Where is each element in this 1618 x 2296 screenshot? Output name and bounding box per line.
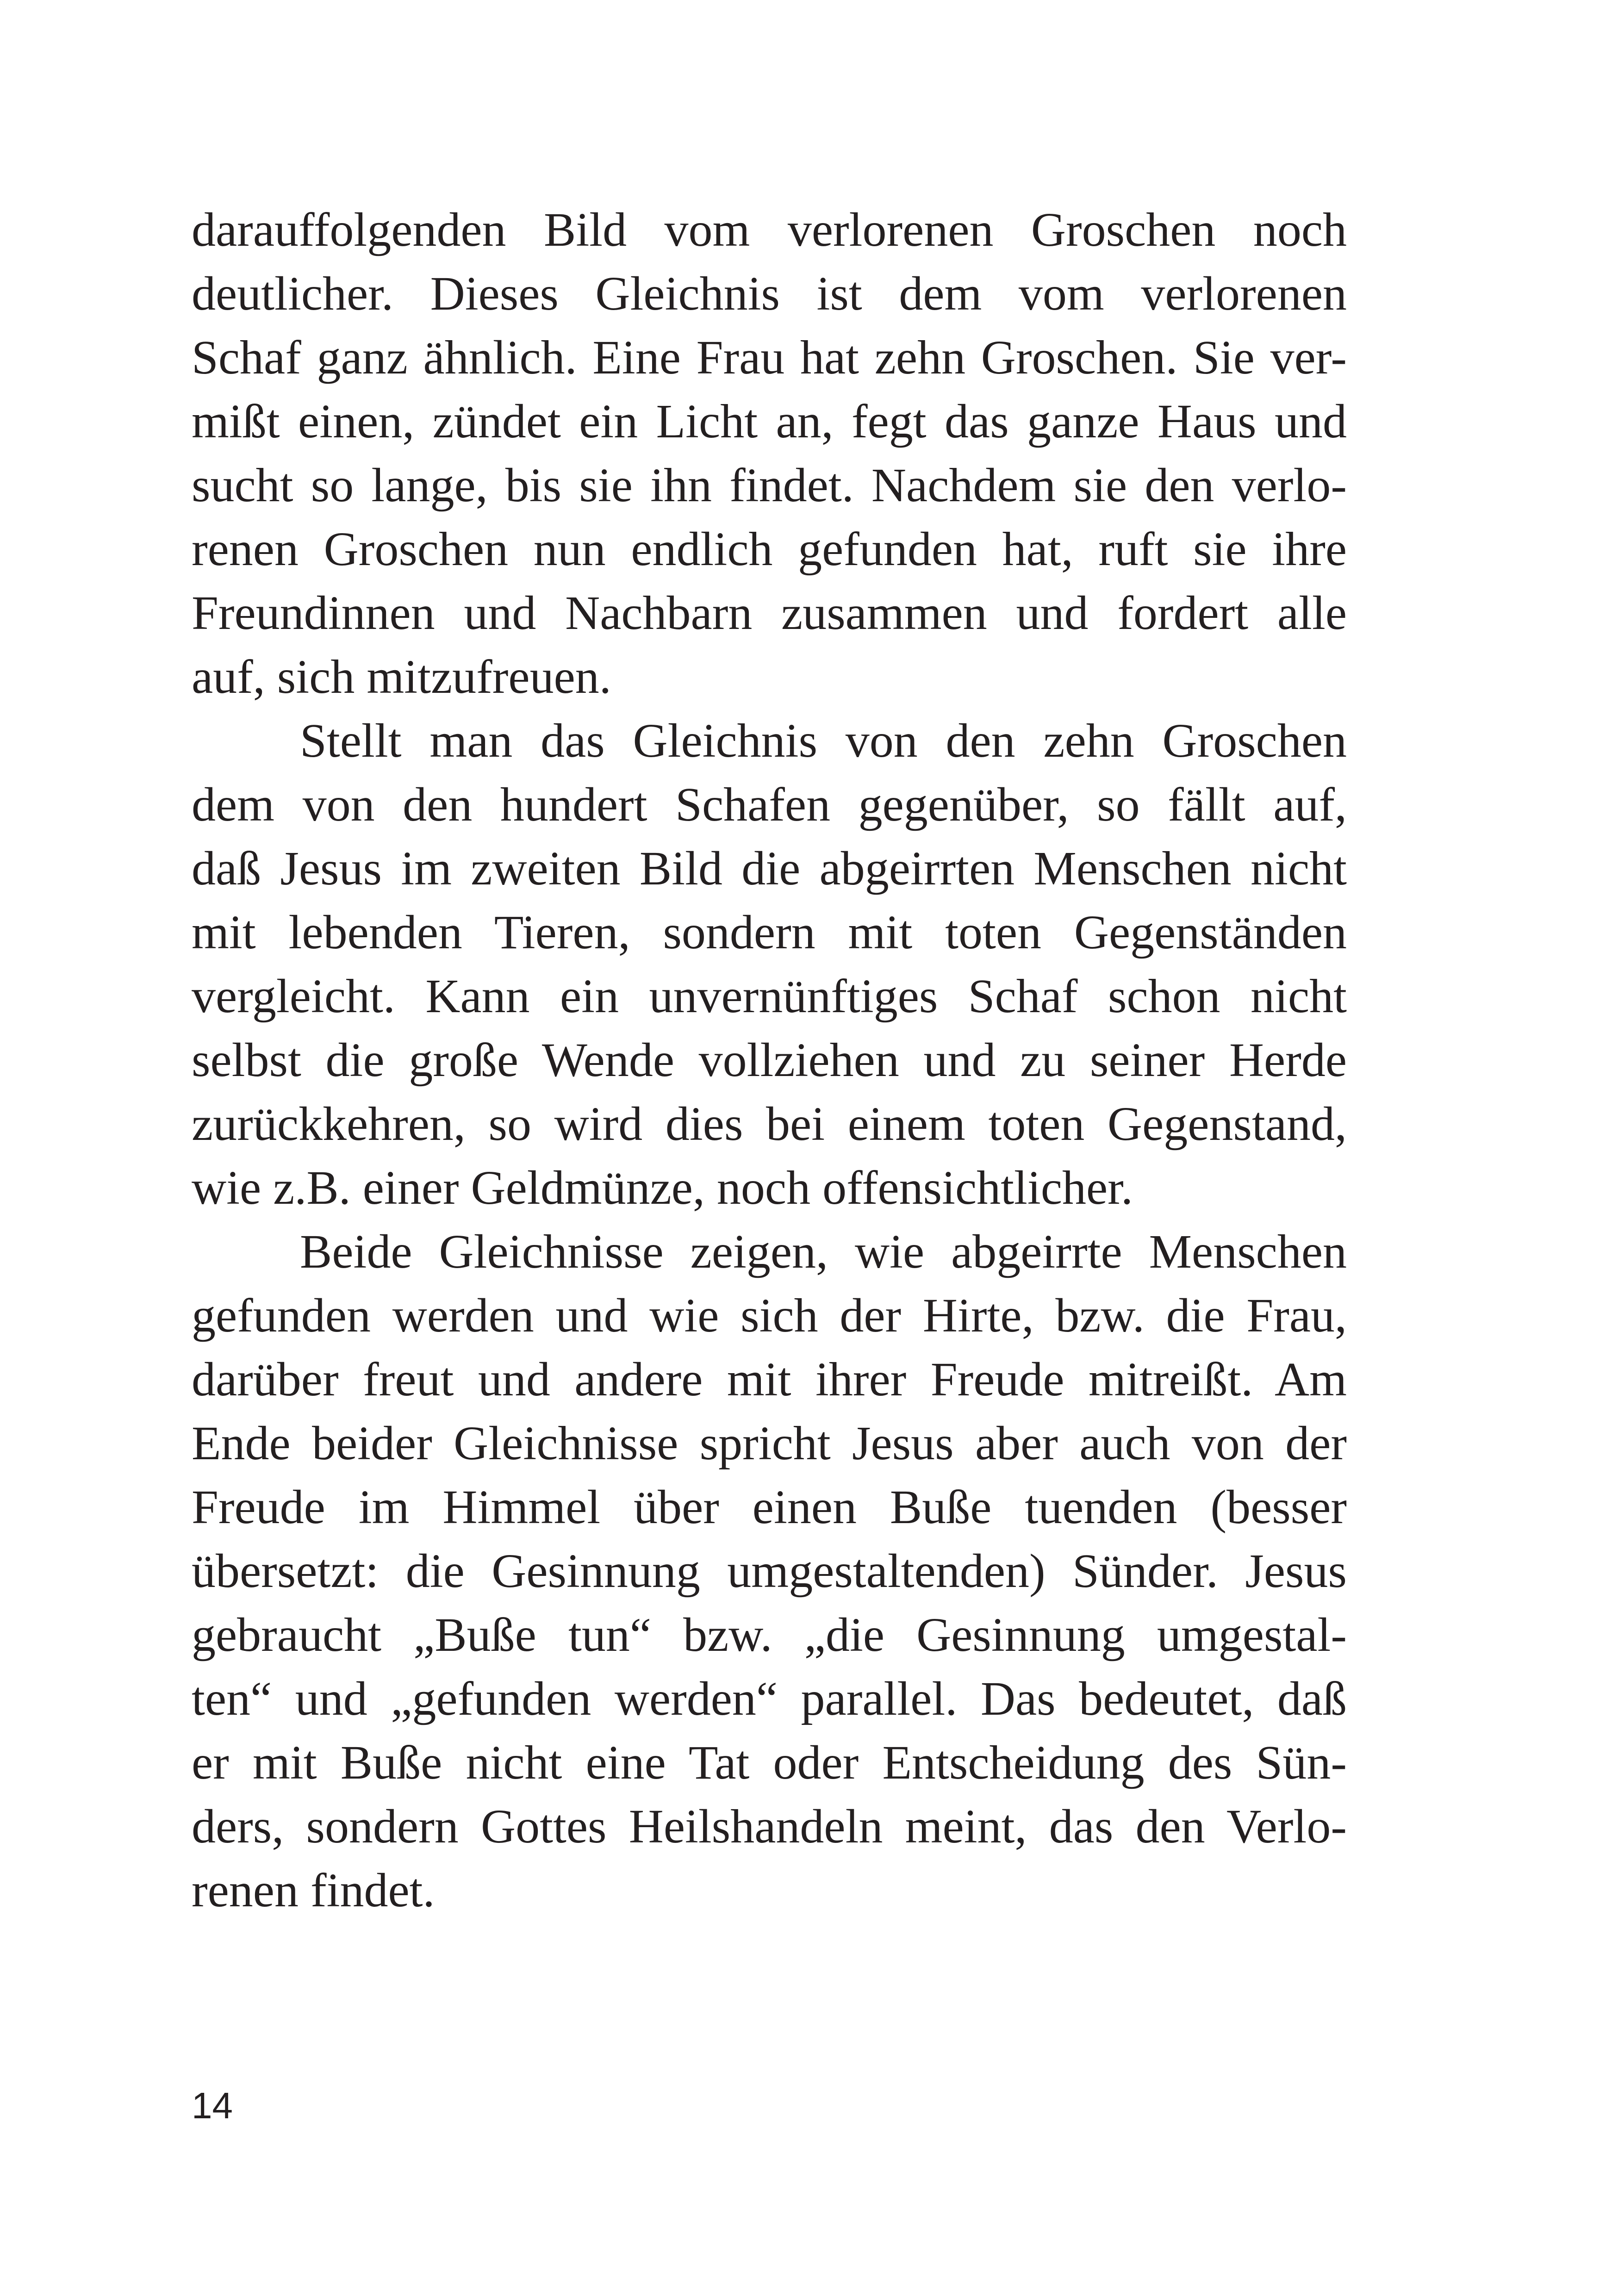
paragraph-3-line-6: übersetzt: die Gesinnung umgestaltenden) Sünder. Jesus (192, 1544, 1347, 1598)
paragraph-3-line-4: Ende beider Gleichnisse spricht Jesus aber auch von der (192, 1417, 1347, 1470)
page-number: 14 (192, 2085, 233, 2126)
paragraph-1-line-4: mißt einen, zündet ein Licht an, fegt das ganze Haus und (192, 395, 1347, 448)
paragraph-2-line-6: selbst die große Wende vollziehen und zu seiner Herde (192, 1033, 1347, 1087)
paragraph-3-line-5: Freude im Himmel über einen Buße tuenden (besser (192, 1481, 1347, 1534)
paragraph-2-line-7: zurückkehren, so wird dies bei einem toten Gegenstand, (192, 1097, 1347, 1151)
paragraph-1-line-2: deutlicher. Dieses Gleichnis ist dem vom verlorenen (192, 267, 1347, 320)
paragraph-3-line-3: darüber freut und andere mit ihrer Freude mitreißt. Am (192, 1353, 1347, 1406)
paragraph-3-line-7: gebraucht „Buße tun“ bzw. „die Gesinnung umgestal- (192, 1608, 1347, 1661)
paragraph-1-line-8: auf, sich mitzufreuen. (192, 650, 611, 703)
body-text (192, 198, 1347, 1923)
paragraph-2-line-1: Stellt man das Gleichnis von den zehn Groschen (300, 714, 1347, 767)
paragraph-2-line-2: dem von den hundert Schafen gegenüber, so fällt auf, (192, 778, 1347, 831)
paragraph-2-line-8: wie z.B. einer Geldmünze, noch offensichtlicher. (192, 1161, 1133, 1214)
paragraph-3-line-9: er mit Buße nicht eine Tat oder Entscheidung des Sün- (192, 1736, 1347, 1789)
paragraph-2-line-4: mit lebenden Tieren, sondern mit toten Gegenständen (192, 906, 1347, 959)
paragraph-1-line-3: Schaf ganz ähnlich. Eine Frau hat zehn Groschen. Sie ver- (192, 331, 1347, 384)
paragraph-2-line-3: daß Jesus im zweiten Bild die abgeirrten Menschen nicht (192, 842, 1347, 895)
paragraph-3-line-8: ten“ und „gefunden werden“ parallel. Das bedeutet, daß (192, 1672, 1347, 1725)
paragraph-2-line-5: vergleicht. Kann ein unvernünftiges Schaf schon nicht (192, 970, 1347, 1023)
paragraph-3-line-1: Beide Gleichnisse zeigen, wie abgeirrte Menschen (300, 1225, 1347, 1278)
paragraph-1-line-1: darauffolgenden Bild vom verlorenen Groschen noch (192, 203, 1347, 256)
paragraph-3-line-2: gefunden werden und wie sich der Hirte, bzw. die Frau, (192, 1289, 1347, 1342)
paragraph-1-line-7: Freundinnen und Nachbarn zusammen und fordert alle (192, 586, 1347, 640)
paragraph-3-line-11: renen findet. (192, 1864, 435, 1917)
paragraph-1-line-5: sucht so lange, bis sie ihn findet. Nachdem sie den verlo- (192, 459, 1347, 512)
paragraph-1-line-6: renen Groschen nun endlich gefunden hat, ruft sie ihre (192, 523, 1347, 576)
paragraph-3-line-10: ders, sondern Gottes Heilshandeln meint, das den Verlo- (192, 1800, 1347, 1853)
